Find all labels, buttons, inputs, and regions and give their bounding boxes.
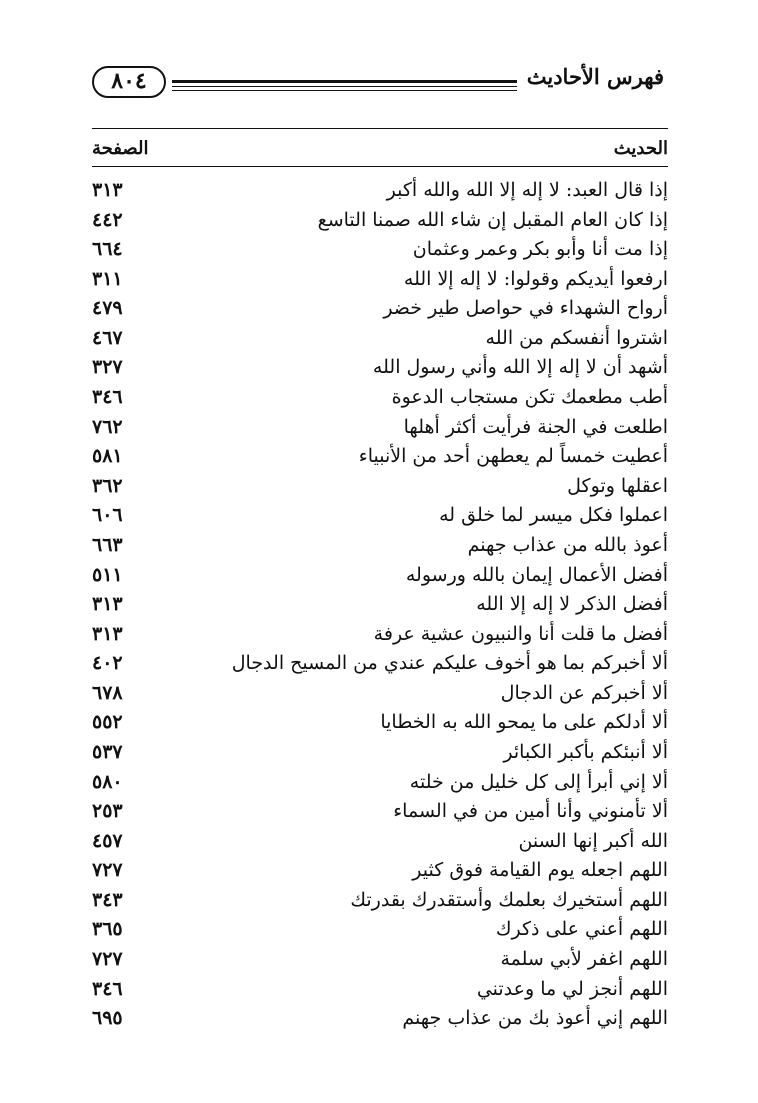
page-reference: ٣٤٦ xyxy=(92,977,123,1000)
index-row xyxy=(92,235,668,265)
page-reference: ٣١٣ xyxy=(92,179,123,201)
index-row xyxy=(92,768,668,798)
index-row xyxy=(92,620,668,650)
page-reference: ٣١١ xyxy=(92,267,123,290)
table-header-rule xyxy=(92,166,668,167)
table-top-rule xyxy=(92,128,668,129)
hadith-text: اللهم أستخيرك بعلمك وأستقدرك بقدرتك xyxy=(350,888,668,911)
hadith-text: أطب مطعمك تكن مستجاب الدعوة xyxy=(391,386,668,409)
hadith-text: أعطيت خمساً لم يعطهن أحد من الأنبياء xyxy=(358,445,668,468)
page-reference: ٦٦٤ xyxy=(92,238,123,261)
page-reference: ٣٤٦ xyxy=(92,386,123,409)
page-reference: ٦٧٨ xyxy=(92,681,123,704)
hadith-text: اللهم أنجز لي ما وعدتني xyxy=(476,977,668,1000)
hadith-text: اطلعت في الجنة فرأيت أكثر أهلها xyxy=(403,415,668,438)
hadith-text: ألا إني أبرأ إلى كل خليل من خلته xyxy=(409,770,668,793)
index-row xyxy=(92,679,668,709)
hadith-text: إذا مت أنا وأبو بكر وعمر وعثمان xyxy=(412,238,668,261)
hadith-text: اعقلها وتوكل xyxy=(567,474,668,497)
hadith-text: اشتروا أنفسكم من الله xyxy=(485,326,668,349)
page-number: ٨٠٤ xyxy=(92,66,166,98)
page-reference: ٤٦٧ xyxy=(92,326,123,349)
index-row xyxy=(92,1004,668,1034)
hadith-text: اعملوا فكل ميسر لما خلق له xyxy=(439,504,668,527)
hadith-text: إذا قال العبد: لا إله إلا الله والله أكبر xyxy=(386,179,668,201)
index-row xyxy=(92,442,668,472)
index-row xyxy=(92,590,668,620)
hadith-text: أعوذ بالله من عذاب جهنم xyxy=(467,533,668,556)
page-reference: ٧٢٧ xyxy=(92,859,123,882)
hadith-text: اللهم اغفر لأبي سلمة xyxy=(500,948,668,971)
page-header xyxy=(86,60,664,100)
index-row xyxy=(92,945,668,975)
hadith-text: ألا أنبئكم بأكبر الكبائر xyxy=(503,740,668,763)
index-row xyxy=(92,886,668,916)
page-reference: ٣١٣ xyxy=(92,593,123,616)
header-rule-thick xyxy=(172,80,517,83)
hadith-text: أفضل ما قلت أنا والنبيون عشية عرفة xyxy=(373,622,668,645)
hadith-text: ألا تأمنوني وأنا أمين من في السماء xyxy=(393,800,668,823)
index-list xyxy=(92,176,668,1034)
hadith-text: أفضل الذكر لا إله إلا الله xyxy=(476,593,668,616)
page-reference: ٥٨١ xyxy=(92,445,123,468)
page-number-ornament xyxy=(86,60,586,100)
index-row xyxy=(92,708,668,738)
header-rule-thin xyxy=(172,90,517,91)
page-reference: ٥٥٢ xyxy=(92,711,123,734)
page-reference: ٦٠٦ xyxy=(92,504,123,527)
index-row xyxy=(92,501,668,531)
page-reference: ٢٥٣ xyxy=(92,800,123,823)
page-reference: ٣٦٥ xyxy=(92,918,123,941)
page-reference: ٧٢٧ xyxy=(92,948,123,971)
index-row xyxy=(92,472,668,502)
hadith-text: أشهد أن لا إله إلا الله وأني رسول الله xyxy=(372,356,668,379)
page-reference: ٧٦٢ xyxy=(92,415,123,438)
page-reference: ٤٥٧ xyxy=(92,829,123,852)
index-row xyxy=(92,797,668,827)
page-reference: ٣٤٣ xyxy=(92,888,123,911)
page-reference: ٥١١ xyxy=(92,563,123,586)
page-reference: ٤٧٩ xyxy=(92,297,123,320)
index-row xyxy=(92,265,668,295)
hadith-text: اللهم إني أعوذ بك من عذاب جهنم xyxy=(402,1007,668,1030)
hadith-text: إذا كان العام المقبل إن شاء الله صمنا التاسع xyxy=(317,208,668,231)
index-row xyxy=(92,413,668,443)
page-reference: ٣١٣ xyxy=(92,622,123,645)
running-title: فهرس الأحاديث xyxy=(526,64,664,89)
page-reference: ٥٨٠ xyxy=(92,770,123,793)
index-row xyxy=(92,738,668,768)
index-row xyxy=(92,176,668,206)
index-row xyxy=(92,915,668,945)
index-row xyxy=(92,975,668,1005)
hadith-text: أفضل الأعمال إيمان بالله ورسوله xyxy=(405,563,668,586)
index-row xyxy=(92,294,668,324)
index-row xyxy=(92,324,668,354)
index-row xyxy=(92,353,668,383)
column-header-page: الصفحة xyxy=(92,138,149,159)
hadith-text: ألا أخبركم بما هو أخوف عليكم عندي من المسيح الدجال xyxy=(231,652,668,675)
index-row xyxy=(92,561,668,591)
index-row xyxy=(92,856,668,886)
index-row xyxy=(92,206,668,236)
hadith-text: أرواح الشهداء في حواصل طير خضر xyxy=(383,297,668,320)
hadith-text: ارفعوا أيديكم وقولوا: لا إله إلا الله xyxy=(403,267,668,290)
page-reference: ٥٣٧ xyxy=(92,740,123,763)
hadith-text: ألا أدلكم على ما يمحو الله به الخطايا xyxy=(380,711,668,734)
page-reference: ٦٩٥ xyxy=(92,1007,123,1030)
header-rule-thin xyxy=(172,86,517,87)
index-row xyxy=(92,649,668,679)
column-header-hadith: الحديث xyxy=(613,138,668,159)
hadith-text: اللهم اجعله يوم القيامة فوق كثير xyxy=(412,859,668,882)
hadith-text: الله أكبر إنها السنن xyxy=(518,829,668,852)
index-row xyxy=(92,827,668,857)
page-reference: ٤٤٢ xyxy=(92,208,123,231)
page-reference: ٣٢٧ xyxy=(92,356,123,379)
hadith-text: اللهم أعني على ذكرك xyxy=(495,918,668,941)
page-reference: ٦٦٣ xyxy=(92,533,123,556)
page-reference: ٣٦٢ xyxy=(92,474,123,497)
index-row xyxy=(92,383,668,413)
index-row xyxy=(92,531,668,561)
hadith-text: ألا أخبركم عن الدجال xyxy=(500,681,668,704)
page-reference: ٤٠٢ xyxy=(92,652,123,675)
